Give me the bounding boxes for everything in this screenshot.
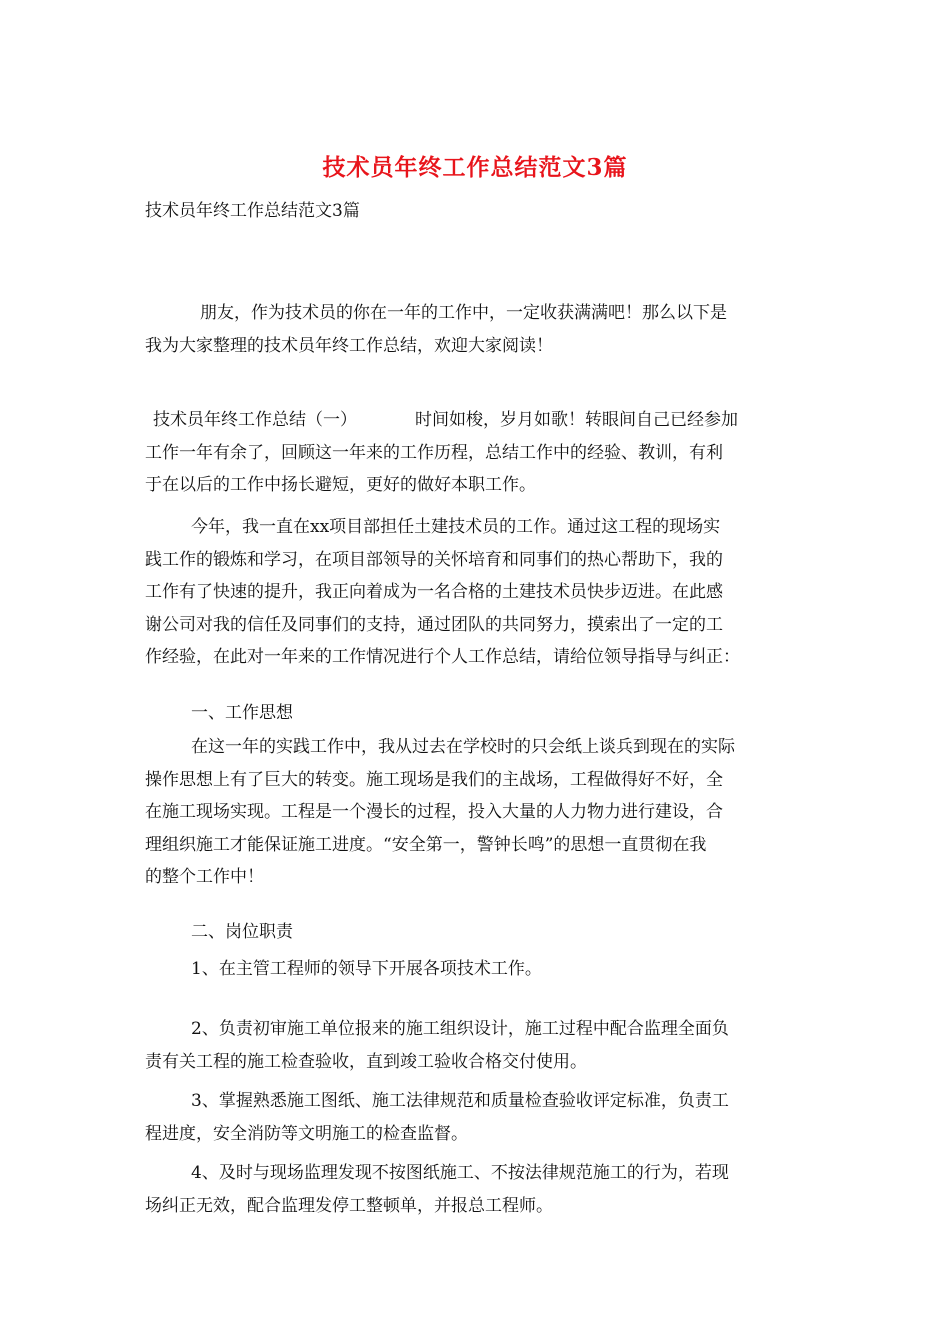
section-heading: 二、岗位职责 xyxy=(191,922,293,942)
section-heading: 一、工作思想 xyxy=(191,703,293,723)
text-line: 操作思想上有了巨大的转变。施工现场是我们的主战场，工程做得好不好，全 xyxy=(145,769,723,790)
text-line: 程进度，安全消防等文明施工的检查监督。 xyxy=(145,1123,468,1144)
text-line: 1、在主管工程师的领导下开展各项技术工作。 xyxy=(191,959,542,979)
paragraph-work-thought xyxy=(145,731,810,894)
duty-item-2 xyxy=(145,1013,810,1078)
text-line: 今年，我一直在xx项目部担任土建技术员的工作。通过这工程的现场实 xyxy=(191,517,721,537)
text-line: 作经验，在此对一年来的工作情况进行个人工作总结，请给位领导指导与纠正： xyxy=(145,647,740,668)
heading-duties xyxy=(145,916,810,949)
text-line: 2、负责初审施工单位报来的施工组织设计，施工过程中配合监理全面负 xyxy=(191,1019,729,1039)
duty-item-3 xyxy=(145,1085,810,1150)
text-line: 在施工现场实现。工程是一个漫长的过程，投入大量的人力物力进行建设，合 xyxy=(145,802,723,823)
text-line: 的整个工作中！ xyxy=(145,867,264,888)
duty-item-1 xyxy=(145,953,810,986)
section1-heading: 技术员年终工作总结（一） xyxy=(153,410,357,430)
text-line xyxy=(145,404,810,437)
heading-work-thought xyxy=(145,697,810,730)
text-line: 3、掌握熟悉施工图纸、施工法律规范和质量检查验收评定标准，负责工 xyxy=(191,1091,729,1111)
section1-paragraph xyxy=(145,404,810,502)
section1-text: 时间如梭，岁月如歌！转眼间自己已经参加 xyxy=(415,410,738,430)
text-line: 场纠正无效，配合监理发停工整顿单，并报总工程师。 xyxy=(145,1195,553,1216)
document-subtitle: 技术员年终工作总结范文3篇 xyxy=(145,201,360,221)
text-line: 在这一年的实践工作中，我从过去在学校时的只会纸上谈兵到现在的实际 xyxy=(191,737,735,757)
text-line: 工作有了快速的提升，我正向着成为一名合格的土建技术员快步迈进。在此感 xyxy=(145,582,723,603)
text-line: 践工作的锻炼和学习，在项目部领导的关怀培育和同事们的热心帮助下，我的 xyxy=(145,549,723,570)
duty-item-4 xyxy=(145,1157,810,1222)
text-line: 理组织施工才能保证施工进度。“安全第一，警钟长鸣”的思想一直贯彻在我 xyxy=(145,834,707,855)
paragraph-2 xyxy=(145,511,810,674)
text-line: 我为大家整理的技术员年终工作总结，欢迎大家阅读！ xyxy=(145,335,553,356)
text-line: 于在以后的工作中扬长避短，更好的做好本职工作。 xyxy=(145,475,536,496)
text-line: 责有关工程的施工检查验收，直到竣工验收合格交付使用。 xyxy=(145,1051,587,1072)
document-title: 技术员年终工作总结范文3篇 xyxy=(322,154,628,181)
text-line: 朋友，作为技术员的你在一年的工作中，一定收获满满吧！那么以下是 xyxy=(200,303,727,323)
text-line: 谢公司对我的信任及同事们的支持，通过团队的共同努力，摸索出了一定的工 xyxy=(145,614,723,635)
text-line: 4、及时与现场监理发现不按图纸施工、不按法律规范施工的行为，若现 xyxy=(191,1163,729,1183)
text-line: 工作一年有余了，回顾这一年来的工作历程，总结工作中的经验、教训，有利 xyxy=(145,442,723,463)
intro-paragraph xyxy=(145,297,810,362)
